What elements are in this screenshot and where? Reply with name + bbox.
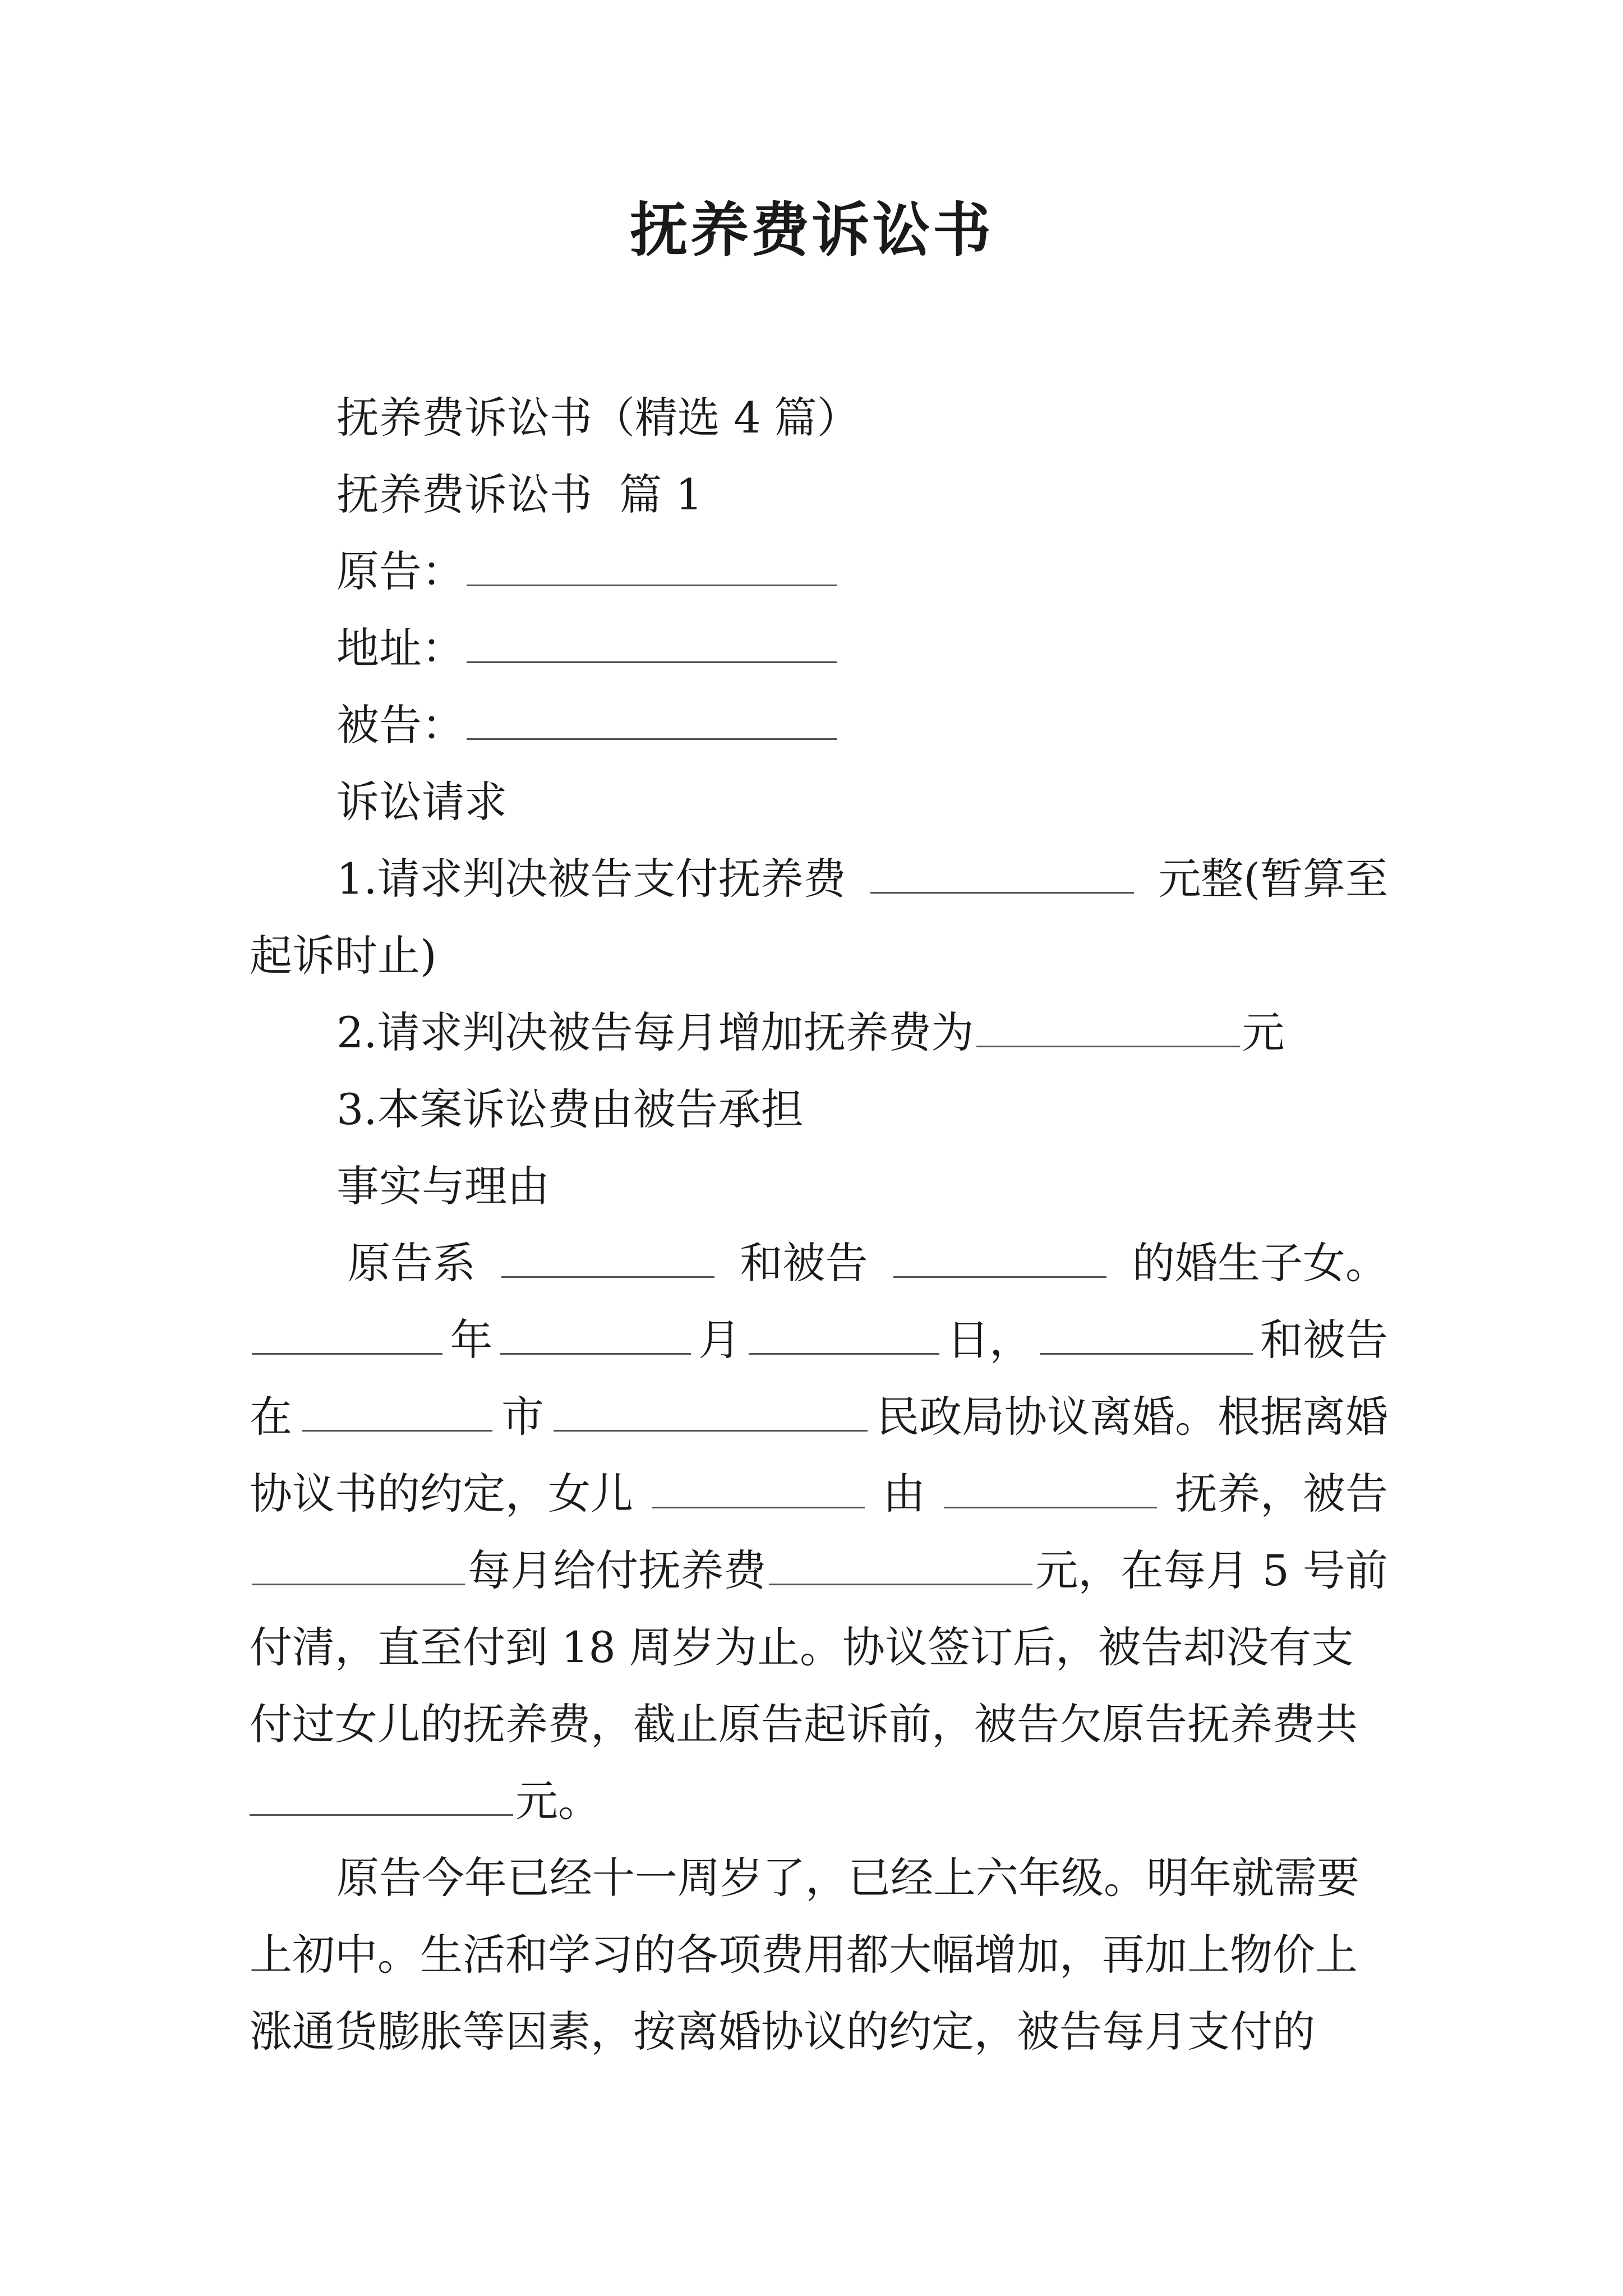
defendant-label: 被告： <box>336 700 464 750</box>
plaintiff-blank <box>467 551 837 586</box>
claim-2-text-a: 2.请求判决被告每月增加抚养费为 <box>336 1007 974 1057</box>
facts-p1-line-6: 付清，直至付到 18 周岁为止。协议签订后，被告却没有支 <box>250 1622 1354 1672</box>
claim-2-blank <box>976 1012 1240 1047</box>
claim-1-continuation: 起诉时止) <box>250 931 437 981</box>
fill-blank <box>944 1473 1157 1508</box>
fill-blank <box>302 1396 492 1432</box>
facts-text: 协议书的约定，女儿 <box>250 1469 633 1519</box>
facts-p1-line-2 <box>250 1301 1388 1378</box>
fill-blank <box>554 1396 868 1432</box>
facts-text: 和被告 <box>740 1238 868 1288</box>
facts-text: 在 <box>250 1392 292 1442</box>
facts-text: 月 <box>698 1315 741 1365</box>
fill-blank <box>501 1243 714 1278</box>
facts-text: 由 <box>883 1469 925 1519</box>
address-label: 地址： <box>336 623 464 673</box>
fill-blank <box>749 1319 939 1355</box>
fill-blank <box>1040 1319 1253 1355</box>
fill-blank <box>252 1319 442 1355</box>
facts-p1-line-1 <box>250 1225 1388 1301</box>
claims-heading: 诉讼请求 <box>336 777 507 827</box>
facts-p1-line-5 <box>250 1532 1388 1609</box>
facts-heading: 事实与理由 <box>336 1161 550 1211</box>
fill-blank <box>250 1780 513 1816</box>
facts-text: 年 <box>450 1315 493 1365</box>
claim-1-blank <box>870 858 1134 894</box>
fill-blank <box>252 1550 465 1585</box>
document-body <box>250 379 1388 2070</box>
fill-blank <box>652 1473 865 1508</box>
facts-p1-line-4 <box>250 1455 1388 1532</box>
plaintiff-line <box>250 533 1388 610</box>
fill-blank <box>500 1319 691 1355</box>
facts-text: 民政局协议离婚。根据离婚 <box>877 1392 1388 1442</box>
facts-p2-line-2: 上初中。生活和学习的各项费用都大幅增加，再加上物价上 <box>250 1930 1358 1980</box>
claim-1-line <box>250 840 1388 917</box>
heading-collection: 抚养费诉讼书（精选 4 篇） <box>336 393 860 443</box>
address-blank <box>467 628 837 663</box>
page-title: 抚养费诉讼书 <box>629 196 993 264</box>
defendant-line <box>250 687 1388 763</box>
facts-p1-line-7: 付过女儿的抚养费，截止原告起诉前，被告欠原告抚养费共 <box>250 1699 1358 1749</box>
plaintiff-label: 原告： <box>336 546 464 596</box>
facts-text: 元。 <box>515 1776 601 1826</box>
facts-p2-line-1: 原告今年已经十一周岁了，已经上六年级。明年就需要 <box>336 1853 1359 1903</box>
claim-1-text-a: 1.请求判决被告支付抚养费 <box>336 854 846 904</box>
heading-part: 抚养费诉讼书 篇 1 <box>336 470 703 519</box>
facts-text: 原告系 <box>348 1238 476 1288</box>
defendant-blank <box>467 705 837 740</box>
facts-text: 日， <box>947 1315 1032 1365</box>
facts-text: 市 <box>501 1392 544 1442</box>
facts-text: 的婚生子女。 <box>1132 1238 1388 1288</box>
claim-2-text-b: 元 <box>1242 1007 1285 1057</box>
facts-text: 元，在每月 5 号前 <box>1035 1545 1388 1595</box>
facts-p1-line-3 <box>250 1378 1388 1455</box>
facts-p2-line-3: 涨通货膨胀等因素，按离婚协议的约定，被告每月支付的 <box>250 2007 1315 2056</box>
facts-p1-line-8 <box>250 1763 1388 1839</box>
claim-1-text-b: 元整(暂算至 <box>1158 854 1388 904</box>
facts-text: 每月给付抚养费 <box>468 1545 767 1595</box>
claim-3-line: 3.本案诉讼费由被告承担 <box>336 1084 804 1134</box>
address-line <box>250 610 1388 687</box>
claim-2-line <box>250 994 1388 1071</box>
fill-blank <box>893 1243 1106 1278</box>
facts-text: 和被告 <box>1260 1315 1388 1365</box>
fill-blank <box>769 1550 1032 1585</box>
facts-text: 抚养，被告 <box>1175 1469 1388 1519</box>
